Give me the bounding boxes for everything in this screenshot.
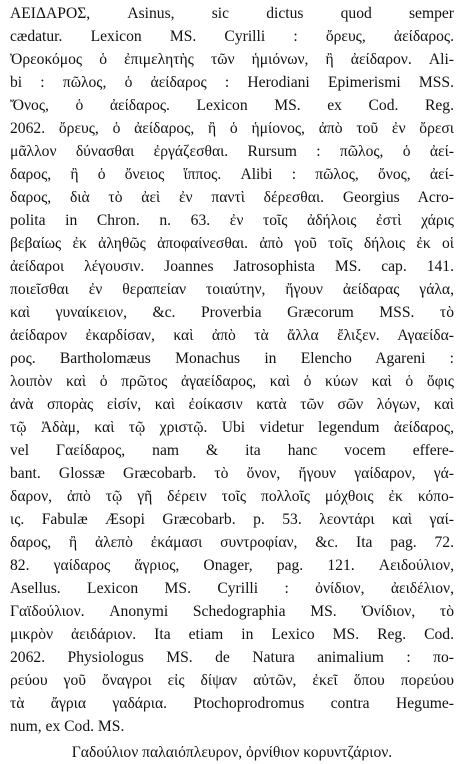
text-line: Ὀρεοκόμος ὁ ἐπιμελητὴς τῶν ἡμιόνων, ἢ ἀείδαρον. Ali- <box>10 51 454 68</box>
text-line: δαρος, ἢ ὁ ὄνειος ἵππος. Alibi : πῶλος, ὄνος, ἀεί- <box>10 166 454 183</box>
text-line: βεβαίως ἐκ ἀληθῶς ἀποφαίνεσθαι. ἀπὸ γοῦ τοῖς δήλοις ἐκ οἱ <box>10 235 454 252</box>
text-line: bant. Glossæ Græcobarb. τὸ ὄνον, ἤγουν γαίδαρον, γά- <box>10 465 454 482</box>
verse-quotation: Γαδούλιον παλαιόπλευρον, ὀρνίθιον κορυντζάριον. <box>71 744 393 761</box>
text-line: ΑΕΙΔΑΡΟΣ, Asinus, sic dictus quod semper <box>10 5 454 22</box>
text-line: vel Γαείδαρος, nam & ita hanc vocem effere- <box>10 442 454 459</box>
text-line: λοιπὸν καὶ ὁ πρῶτος ἀγαείδαρος, καὶ ὁ κύων καὶ ὁ ὄφις <box>10 373 454 390</box>
text-line: ἀείδαρον ἐκαρδίσαν, καὶ ἀπὸ τὰ ἄλλα ἔλιξεν. Αγαείδα- <box>10 327 454 344</box>
text-line: Γαϊδούλιον. Anonymi Schedographia MS. Ὀνίδιον, τὸ <box>10 603 454 620</box>
text-line: ποιεῖσθαι ἐν θεραπείαν τοιαύτην, ἤγουν ἀείδαρας γάλα, <box>10 281 454 298</box>
text-line: 82. γαίδαρος ἄγριος, Onager, pag. 121. Αειδούλιον, <box>10 557 454 574</box>
text-line: Asellus. Lexicon MS. Cyrilli : ὀνίδιον, ἀειδέλιον, <box>10 580 454 597</box>
text-line: num, ex Cod. MS. <box>10 718 125 735</box>
dictionary-page <box>10 2 454 761</box>
text-line: bi : πῶλος, ὁ ἀείδαρος : Herodiani Epimerismi MSS. <box>10 74 454 91</box>
text-line: ἀείδαροι λέγουσιν. Joannes Jatrosophista MS. cap. 141. <box>10 258 454 275</box>
text-line: δαρον, ἀπὸ τῷ γῆ δέρειν τοῖς πολλοῖς μόχθοις ἐκ κόπο- <box>10 488 454 505</box>
text-line: ις. Fabulæ Æsopi Græcobarb. p. 53. λεοντάρι καὶ γαί- <box>10 511 454 528</box>
text-line: καὶ γυναίκειον, &c. Proverbia Græcorum MSS. τὸ <box>10 304 454 321</box>
text-line: ρος. Bartholomæus Monachus in Elencho Agareni : <box>10 350 454 367</box>
text-line: μᾶλλον δύνασθαι ἐργάζεσθαι. Rursum : πῶλος, ὁ ἀεί- <box>10 143 454 160</box>
text-line: 2062. ὄρευς, ὁ ἀείδαρος, ἢ ὁ ἡμίονος, ἀπὸ τοῦ ἐν ὄρεσι <box>10 120 454 137</box>
text-line: τῷ Ἀδὰμ, καὶ τῷ χριστῷ. Ubi videtur legendum ἀείδαρος, <box>10 419 454 436</box>
text-line: Ὄνος, ὁ ἀείδαρος. Lexicon MS. ex Cod. Reg. <box>10 97 454 114</box>
text-line: δαρος, ἢ ἀλεπὸ ἐκάμασι συντροφίαν, &c. Ita pag. 72. <box>10 534 454 551</box>
text-line: μικρὸν ἀειδάριον. Ita etiam in Lexico MS. Reg. Cod. <box>10 626 454 643</box>
text-line: cædatur. Lexicon MS. Cyrilli : ὄρευς, ἀείδαρος. <box>10 28 454 45</box>
text-line: polita in Chron. n. 63. ἐν τοῖς ἀδήλοις ἐστὶ χάρις <box>10 212 454 229</box>
text-line: ρεύου γοῦ ὄναγροι εἰς δίψαν αὐτῶν, ἐκεῖ ὅπου πορεύου <box>10 672 454 689</box>
text-line: τὰ ἄγρια γαδάρια. Ptochoprodromus contra Hegume- <box>10 695 454 712</box>
text-line: ἀνὰ σπορὰς εἰσίν, καὶ ἐοίκασιν κατὰ τῶν σῶν λόγων, καὶ <box>10 396 454 413</box>
text-line: δαρος, διὰ τὸ ἀεὶ ἐν παντὶ δέρεσθαι. Georgius Acro- <box>10 189 454 206</box>
text-line: 2062. Physiologus MS. de Natura animalium : πο- <box>10 649 454 666</box>
